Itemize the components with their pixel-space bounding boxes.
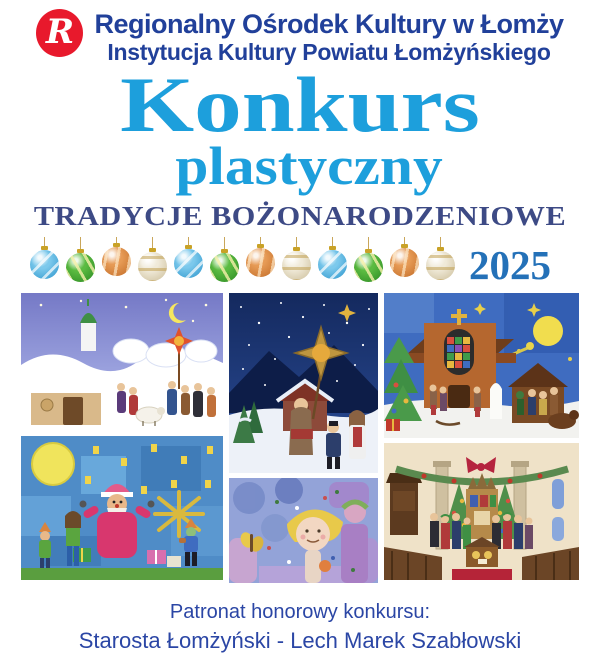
bauble-icon: [66, 237, 95, 282]
organization-line2: Instytucja Kultury Powiatu Łomżyńskiego: [107, 39, 551, 66]
artwork-gallery: [21, 293, 579, 583]
gallery-column-3: [384, 293, 579, 583]
header: [0, 0, 600, 65]
gallery-column-2: [229, 293, 378, 583]
artwork-santa-with-children: [21, 436, 223, 580]
rok-logo-icon: [36, 9, 83, 57]
artwork-winter-village-carolers: [21, 293, 223, 431]
bauble-icon: [246, 237, 275, 277]
patronage-section: [0, 598, 600, 655]
ornament-row: [30, 237, 600, 286]
bauble-icon: [426, 237, 455, 280]
bauble-icon: [210, 237, 239, 282]
artwork-church-nativity: [384, 293, 579, 438]
bauble-icon: [138, 237, 167, 281]
bauble-row: [30, 237, 455, 282]
bauble-icon: [30, 237, 59, 279]
title-konkurs: Konkurs: [120, 61, 480, 149]
logo-letter: R: [45, 12, 75, 52]
bauble-icon: [102, 237, 131, 276]
title-plastyczny: plastyczny: [175, 136, 443, 197]
bauble-icon: [390, 237, 419, 277]
year-label: 2025: [469, 241, 551, 288]
bauble-icon: [354, 237, 383, 282]
patron-name: Starosta Łomżyński - Lech Marek Szabłowski: [78, 627, 522, 653]
organization-name: [94, 9, 563, 65]
artwork-girl-abstract: [229, 478, 378, 583]
organization-line1: Regionalny Ośrodek Kultury w Łomży: [94, 9, 564, 39]
bauble-icon: [318, 237, 347, 279]
artwork-carolers-with-star: [229, 293, 378, 473]
poster-title: [0, 61, 600, 197]
competition-theme: TRADYCJE BOŻONARODZENIOWE: [33, 200, 567, 231]
artwork-church-interior-choir: [384, 443, 579, 580]
patronage-heading: Patronat honorowy konkursu:: [169, 600, 431, 623]
bauble-icon: [174, 237, 203, 278]
gallery-column-1: [21, 293, 223, 583]
bauble-icon: [282, 237, 311, 280]
